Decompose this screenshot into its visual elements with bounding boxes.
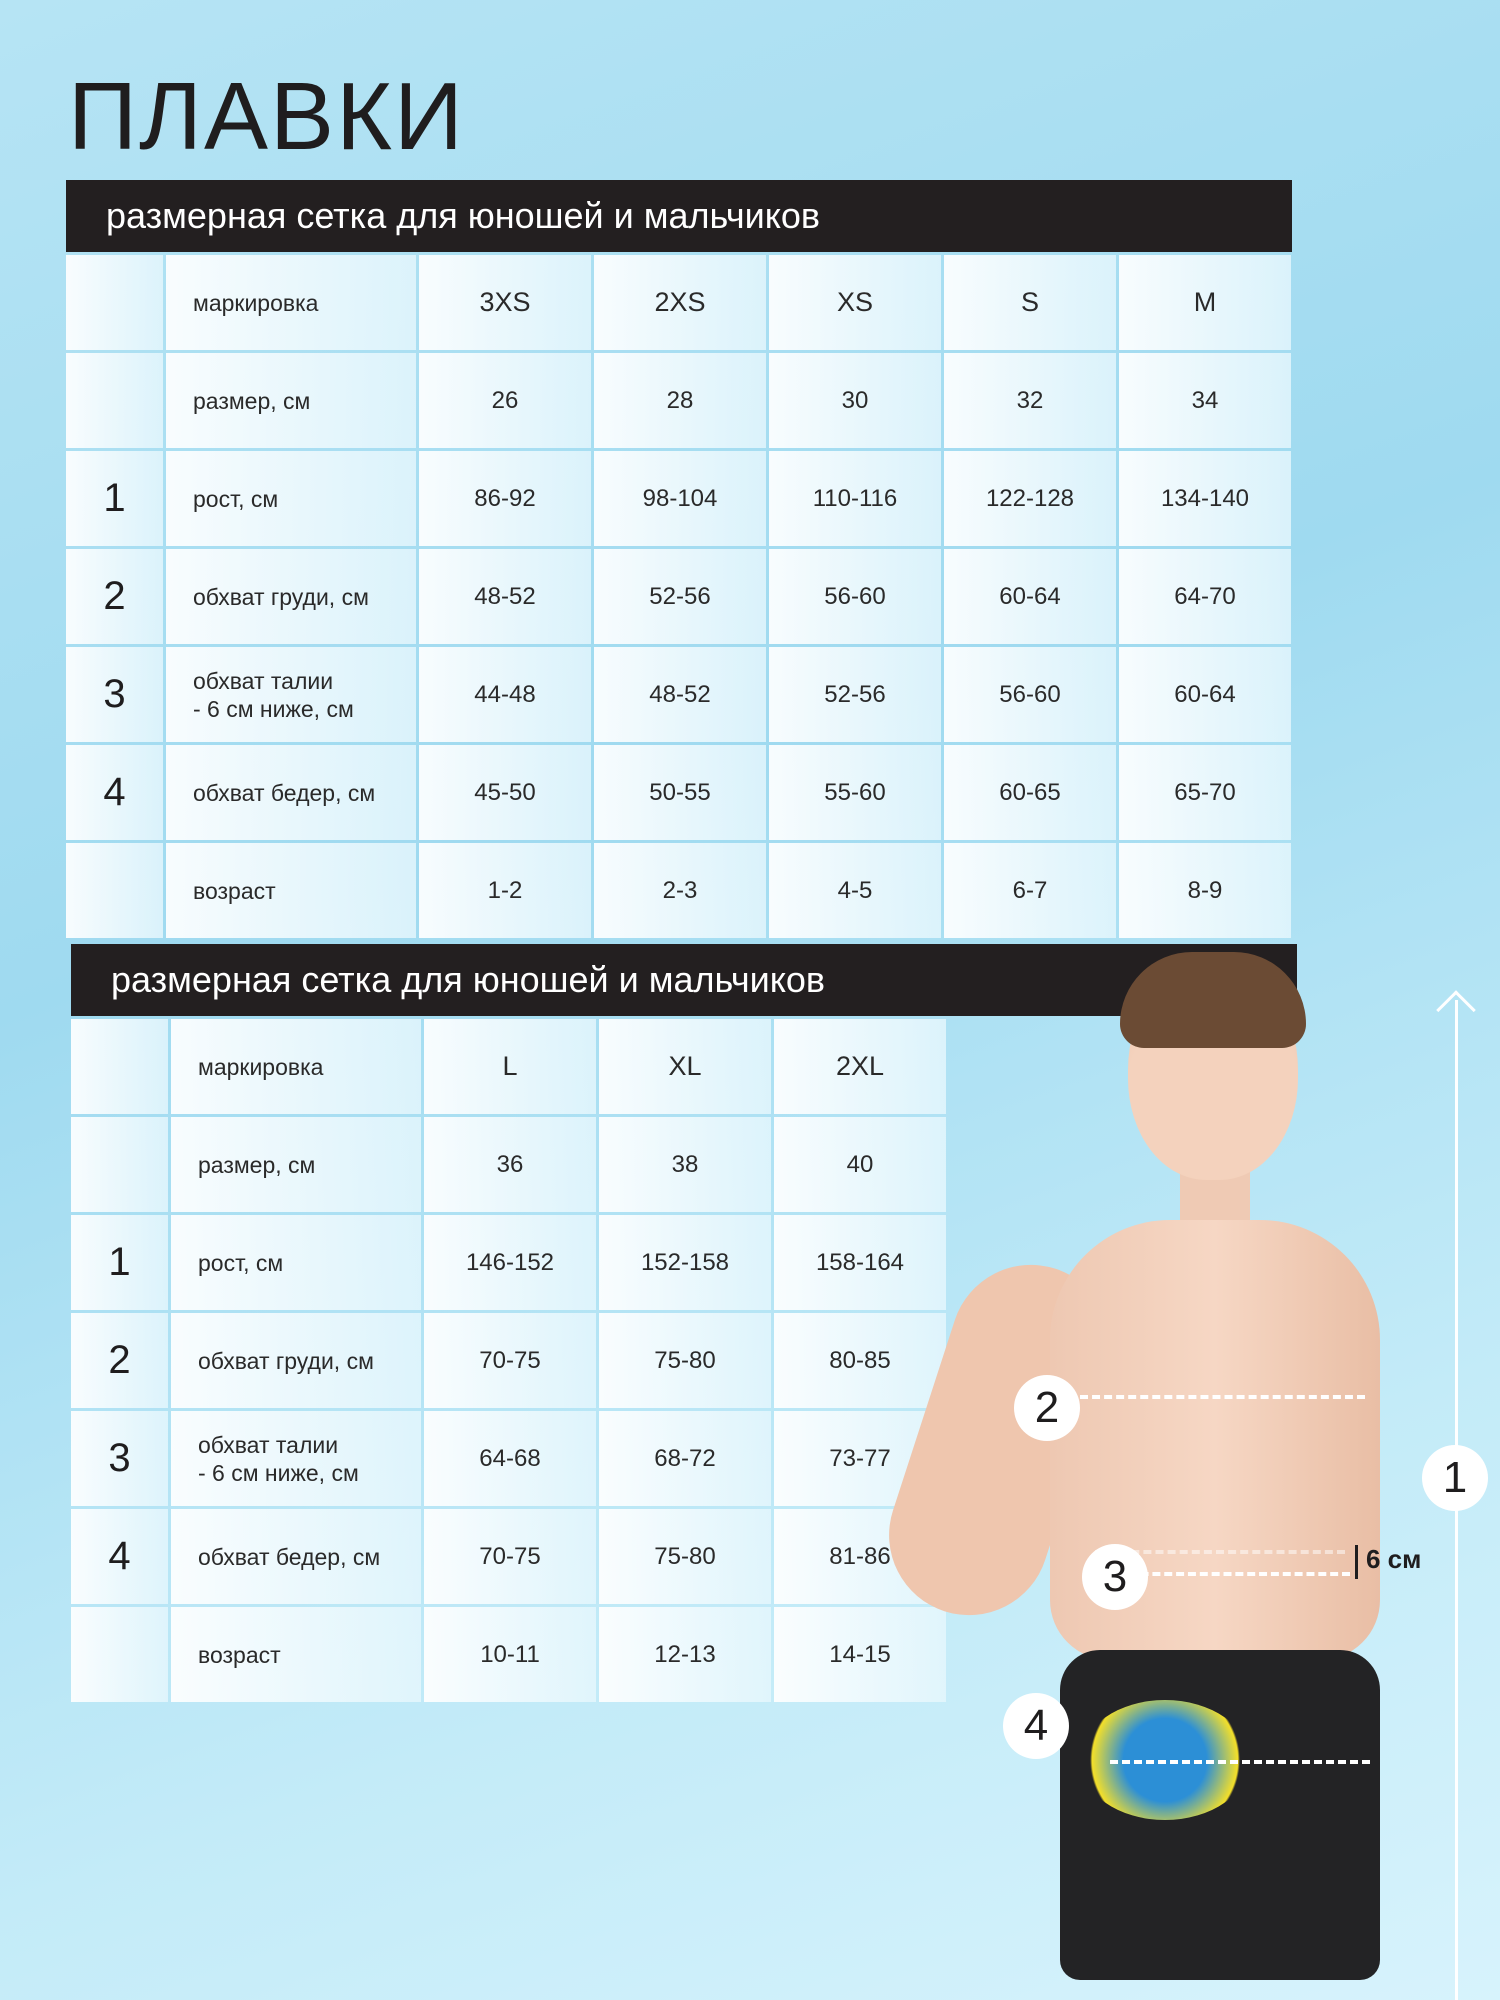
table-cell: 14-15 (774, 1607, 946, 1702)
row-label-line: - 6 см ниже, см (193, 695, 354, 722)
table-cell: 36 (424, 1117, 596, 1212)
row-label: размер, см (166, 353, 416, 448)
row-label: обхват груди, см (166, 549, 416, 644)
row-label-line: - 6 см ниже, см (198, 1459, 359, 1486)
table-cell: 56-60 (944, 647, 1116, 742)
row-number (71, 1117, 168, 1212)
row-number (66, 255, 163, 350)
table-cell: 52-56 (769, 647, 941, 742)
row-number: 4 (71, 1509, 168, 1604)
row-label (171, 1411, 421, 1506)
marker-4-hips: 4 (1003, 1693, 1069, 1759)
row-number: 2 (66, 549, 163, 644)
boy-figure-illustration (880, 960, 1500, 2000)
table-cell: 86-92 (419, 451, 591, 546)
row-label: обхват груди, см (171, 1313, 421, 1408)
table-1-banner: размерная сетка для юношей и мальчиков (66, 180, 1292, 252)
row-number: 3 (66, 647, 163, 742)
table-cell: 158-164 (774, 1215, 946, 1310)
table-cell: 50-55 (594, 745, 766, 840)
row-number (71, 1607, 168, 1702)
row-label: возраст (171, 1607, 421, 1702)
table-cell: 55-60 (769, 745, 941, 840)
row-label: маркировка (171, 1019, 421, 1114)
row-label: рост, см (171, 1215, 421, 1310)
size-mark: 2XS (594, 255, 766, 350)
table-cell: 6-7 (944, 843, 1116, 938)
table-cell: 12-13 (599, 1607, 771, 1702)
table-cell: 60-64 (944, 549, 1116, 644)
row-label: маркировка (166, 255, 416, 350)
table-cell: 2-3 (594, 843, 766, 938)
size-table-1 (66, 180, 1292, 938)
row-number: 2 (71, 1313, 168, 1408)
table-cell: 45-50 (419, 745, 591, 840)
row-label: обхват бедер, см (166, 745, 416, 840)
table-cell: 44-48 (419, 647, 591, 742)
row-label-line: обхват талии (193, 667, 334, 694)
size-mark: XL (599, 1019, 771, 1114)
table-cell: 10-11 (424, 1607, 596, 1702)
table-cell: 70-75 (424, 1509, 596, 1604)
table-cell: 40 (774, 1117, 946, 1212)
table-cell: 1-2 (419, 843, 591, 938)
table-cell: 32 (944, 353, 1116, 448)
table-cell: 48-52 (419, 549, 591, 644)
row-number: 1 (71, 1215, 168, 1310)
row-number (66, 843, 163, 938)
size-mark: 2XL (774, 1019, 946, 1114)
row-label: обхват бедер, см (171, 1509, 421, 1604)
table-cell: 110-116 (769, 451, 941, 546)
table-cell: 152-158 (599, 1215, 771, 1310)
row-label: размер, см (171, 1117, 421, 1212)
table-cell: 81-86 (774, 1509, 946, 1604)
table-cell: 4-5 (769, 843, 941, 938)
offset-arrow-icon (1355, 1545, 1358, 1579)
table-cell: 38 (599, 1117, 771, 1212)
offset-label: 6 см (1366, 1544, 1422, 1574)
table-cell: 73-77 (774, 1411, 946, 1506)
table-cell: 26 (419, 353, 591, 448)
row-label: рост, см (166, 451, 416, 546)
table-cell: 56-60 (769, 549, 941, 644)
row-label-line: обхват талии (198, 1431, 339, 1458)
row-number: 3 (71, 1411, 168, 1506)
marker-2-chest: 2 (1014, 1375, 1080, 1441)
chest-measure-line (1080, 1395, 1365, 1399)
table-cell: 30 (769, 353, 941, 448)
table-cell: 134-140 (1119, 451, 1291, 546)
table-cell: 122-128 (944, 451, 1116, 546)
size-mark: M (1119, 255, 1291, 350)
size-mark: 3XS (419, 255, 591, 350)
boy-hair (1120, 952, 1306, 1048)
size-mark: L (424, 1019, 596, 1114)
table-cell: 28 (594, 353, 766, 448)
table-cell: 65-70 (1119, 745, 1291, 840)
table-cell: 60-65 (944, 745, 1116, 840)
row-number (71, 1019, 168, 1114)
table-cell: 64-70 (1119, 549, 1291, 644)
table-1-grid (66, 255, 1292, 938)
row-number: 4 (66, 745, 163, 840)
row-label: возраст (166, 843, 416, 938)
marker-1-height: 1 (1422, 1445, 1488, 1511)
row-number: 1 (66, 451, 163, 546)
table-cell: 48-52 (594, 647, 766, 742)
table-cell: 60-64 (1119, 647, 1291, 742)
table-cell: 98-104 (594, 451, 766, 546)
table-cell: 68-72 (599, 1411, 771, 1506)
table-cell: 64-68 (424, 1411, 596, 1506)
table-cell: 34 (1119, 353, 1291, 448)
table-2-banner: размерная сетка для юношей и мальчиков (71, 944, 1297, 1016)
table-cell: 146-152 (424, 1215, 596, 1310)
table-cell: 52-56 (594, 549, 766, 644)
marker-3-waist: 3 (1082, 1544, 1148, 1610)
row-label (166, 647, 416, 742)
table-cell: 70-75 (424, 1313, 596, 1408)
size-mark: S (944, 255, 1116, 350)
row-number (66, 353, 163, 448)
size-mark: XS (769, 255, 941, 350)
hip-measure-line (1110, 1760, 1370, 1764)
table-cell: 8-9 (1119, 843, 1291, 938)
table-cell: 80-85 (774, 1313, 946, 1408)
table-cell: 75-80 (599, 1509, 771, 1604)
table-cell: 75-80 (599, 1313, 771, 1408)
page-title: ПЛАВКИ (68, 63, 465, 170)
swim-trunks (1060, 1650, 1380, 1980)
